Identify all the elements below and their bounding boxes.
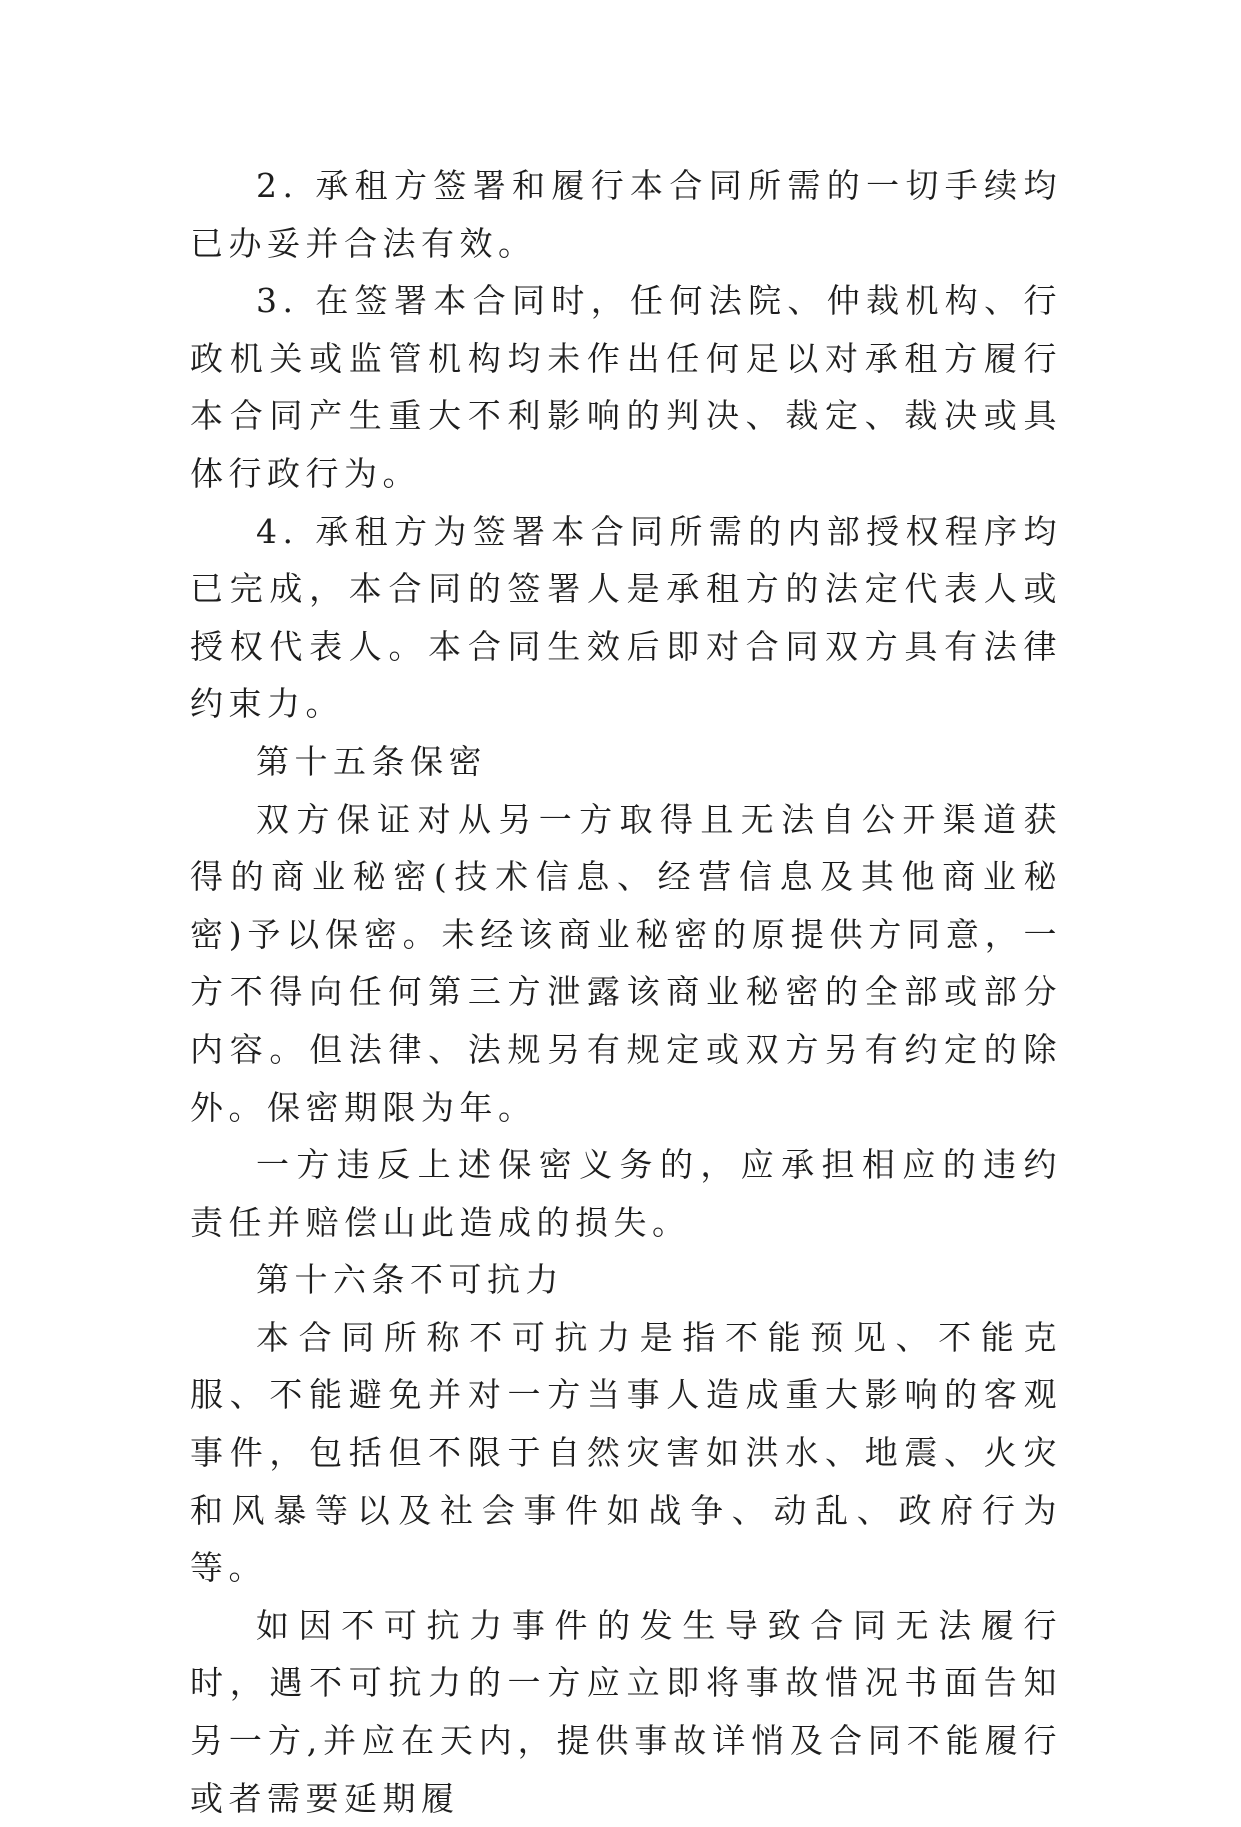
article-16-heading: 第十六条不可抗力 [256, 1260, 564, 1300]
article-15-heading: 第十五条保密 [256, 741, 487, 781]
paragraph-force-majeure-notice: 如因不可抗力事件的发生导致合同无法履行时，遇不可抗力的一方应立即将事故惜况书面告知另一方,并应在天内，提供事故详悄及合同不能履行或者需要延期履 [190, 1605, 1062, 1818]
paragraph-clause-3: 3. 在签署本合同时，任何法院、仲裁机构、行政机关或监管机构均未作出任何足以对承租方履行本合同产生重大不利影响的判决、裁定、裁决或具体行政行为。 [190, 281, 1062, 493]
paragraph-confidentiality: 双方保证对从另一方取得且无法自公开渠道获得的商业秘密(技术信息、经营信息及其他商业秘密)予以保密。未经该商业秘密的原提供方同意，一方不得向任何第三方泄露该商业秘密的全部或部分内容。但法律、法规另有规定或双方另有约定的除外。保密期限为年。 [190, 799, 1062, 1127]
paragraph-force-majeure-definition: 本合同所称不可抗力是指不能预见、不能克服、不能避免并对一方当事人造成重大影响的客观事件，包括但不限于自然灾害如洪水、地震、火灾和风暴等以及社会事件如战争、动乱、政府行为等。 [190, 1317, 1062, 1588]
paragraph-clause-2: 2. 承租方签署和履行本合同所需的一切手续均已办妥并合法有效。 [190, 166, 1062, 263]
document-body [190, 157, 1062, 1827]
paragraph-clause-4: 4. 承租方为签署本合同所需的内部授权程序均已完成，本合同的签署人是承租方的法定代表人或授权代表人。本合同生效后即对合同双方具有法律约束力。 [190, 511, 1062, 724]
paragraph-breach-liability: 一方违反上述保密义务的，应承担相应的违约责任并赔偿山此造成的损失。 [190, 1145, 1062, 1242]
